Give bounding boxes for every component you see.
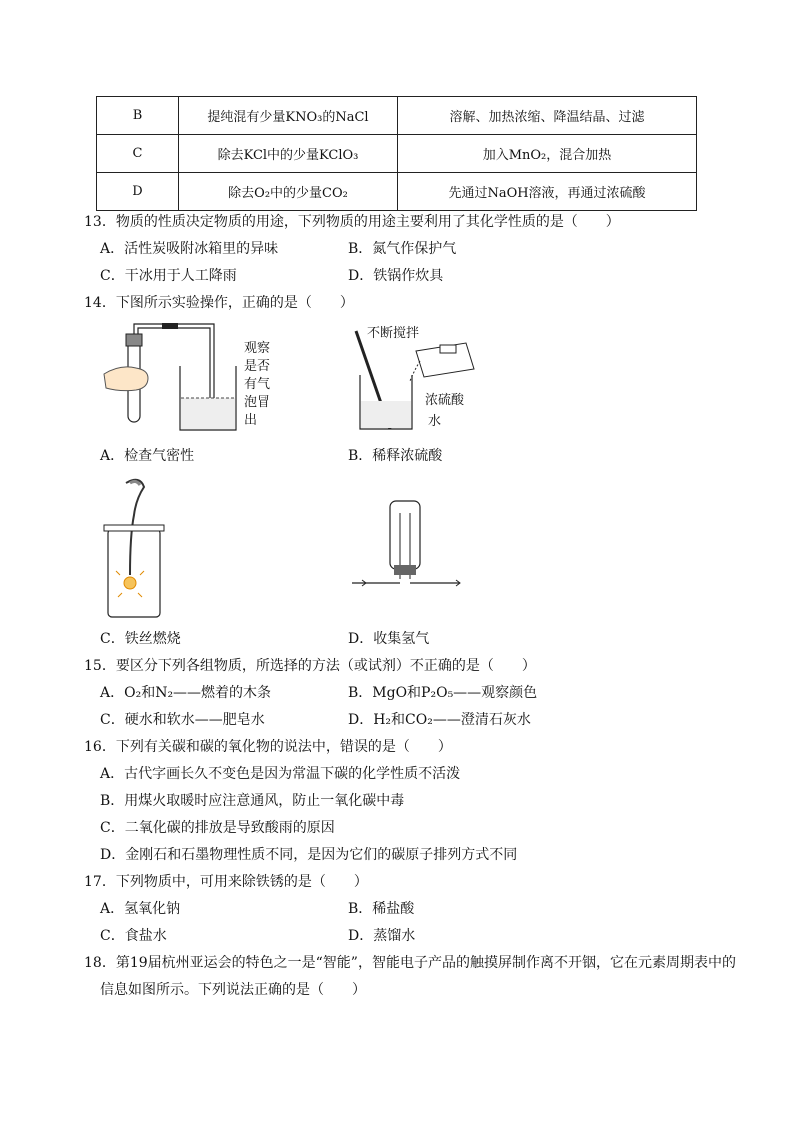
- q17-option-d: D．蒸馏水: [348, 928, 416, 944]
- q13-stem: 13．物质的性质决定物质的用途，下列物质的用途主要利用了其化学性质的是（ ）: [84, 214, 620, 230]
- q16-option-b: B．用煤火取暖时应注意通风，防止一氧化碳中毒: [100, 793, 405, 809]
- q15-option-c: C．硬水和软水——肥皂水: [100, 712, 265, 728]
- q14-option-c: C．铁丝燃烧: [100, 631, 181, 647]
- q15-option-b: B．MgO和P₂O₅——观察颜色: [348, 685, 538, 701]
- q16-stem: 16．下列有关碳和碳的氧化物的说法中，错误的是（ ）: [84, 739, 452, 755]
- q17-option-b: B．稀盐酸: [348, 901, 415, 917]
- fig-b-acid-label: 浓硫酸: [425, 393, 465, 408]
- table-row: [97, 135, 697, 173]
- q16-option-c: C．二氧化碳的排放是导致酸雨的原因: [100, 820, 335, 836]
- q16-option-a: A．古代字画长久不变色是因为常温下碳的化学性质不活泼: [100, 766, 461, 782]
- fig-b-stir-label: 不断搅拌: [367, 326, 420, 341]
- comparison-table: [96, 96, 697, 211]
- row-task: 除去KCl中的少量KClO₃: [179, 135, 398, 173]
- table-row: [97, 173, 697, 211]
- fig-b-water-label: 水: [428, 414, 442, 429]
- fig-a-label: 观察是否有气泡冒出: [244, 341, 271, 428]
- q13-option-c: C．干冰用于人工降雨: [100, 268, 237, 284]
- iron-burning-figure: [100, 475, 170, 620]
- q18-stem-line2: 信息如图所示。下列说法正确的是（ ）: [100, 982, 366, 998]
- row-task: 除去O₂中的少量CO₂: [179, 173, 398, 211]
- q13-option-d: D．铁锅作炊具: [348, 268, 444, 284]
- table-row: [97, 97, 697, 135]
- q14-option-a: A．检查气密性: [100, 448, 195, 464]
- q14-stem: 14．下图所示实验操作，正确的是（ ）: [84, 295, 354, 311]
- airtightness-check-figure: [100, 318, 240, 438]
- row-method: 溶解、加热浓缩、降温结晶、过滤: [398, 97, 697, 135]
- q18-stem-line1: 18．第19届杭州亚运会的特色之一是“智能”，智能电子产品的触摸屏制作离不开铟，它在元素周期表中的: [84, 955, 736, 971]
- q16-option-d: D．金刚石和石墨物理性质不同，是因为它们的碳原子排列方式不同: [100, 847, 518, 863]
- q15-option-a: A．O₂和N₂——燃着的木条: [100, 685, 272, 701]
- q14-option-d: D．收集氢气: [348, 631, 430, 647]
- row-method: 加入MnO₂，混合加热: [398, 135, 697, 173]
- row-label: C: [97, 135, 179, 173]
- q14-option-b: B．稀释浓硫酸: [348, 448, 443, 464]
- q17-option-a: A．氢氧化钠: [100, 901, 181, 917]
- q17-option-c: C．食盐水: [100, 928, 167, 944]
- q13-option-a: A．活性炭吸附冰箱里的异味: [100, 241, 279, 257]
- row-label: D: [97, 173, 179, 211]
- q13-option-b: B．氮气作保护气: [348, 241, 457, 257]
- row-method: 先通过NaOH溶液，再通过浓硫酸: [398, 173, 697, 211]
- gas-collection-figure: [348, 495, 468, 595]
- q15-option-d: D．H₂和CO₂——澄清石灰水: [348, 712, 531, 728]
- row-task: 提纯混有少量KNO₃的NaCl: [179, 97, 398, 135]
- q17-stem: 17．下列物质中，可用来除铁锈的是（ ）: [84, 874, 368, 890]
- q15-stem: 15．要区分下列各组物质，所选择的方法（或试剂）不正确的是（ ）: [84, 658, 536, 674]
- row-label: B: [97, 97, 179, 135]
